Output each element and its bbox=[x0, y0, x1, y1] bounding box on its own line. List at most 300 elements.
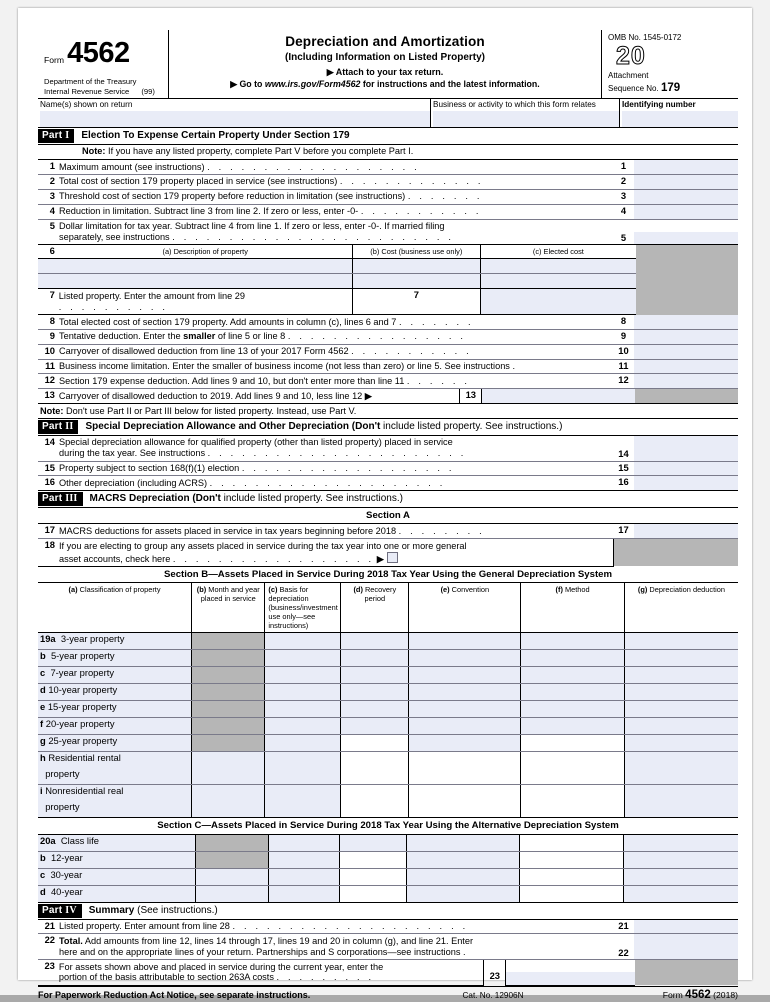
goto-prefix: ▶ Go to bbox=[230, 79, 265, 90]
line-22-text bbox=[59, 934, 613, 947]
form-4562 bbox=[38, 30, 738, 1002]
line-7-number: 7 bbox=[38, 289, 59, 315]
line-22-amount[interactable] bbox=[634, 947, 738, 960]
row-20c-label bbox=[38, 868, 195, 885]
row-19a-col-g[interactable] bbox=[624, 633, 738, 650]
row-19i2-col-e bbox=[409, 801, 521, 818]
line-7-amount[interactable] bbox=[480, 289, 635, 315]
line-5-number-cont bbox=[38, 232, 59, 245]
row-19f-col-b bbox=[192, 718, 265, 735]
line-4-amount[interactable] bbox=[634, 204, 738, 219]
table-row bbox=[38, 801, 738, 818]
line-8-box: 8 bbox=[613, 315, 634, 329]
line-22-box: 22 bbox=[613, 947, 634, 960]
row-19h2-col-b[interactable] bbox=[192, 768, 265, 785]
row-19i-label-cont bbox=[38, 801, 192, 818]
line-9-text bbox=[59, 329, 613, 344]
line-22-number: 22 bbox=[44, 934, 55, 946]
line-9-label-a: Tentative deduction. Enter the bbox=[59, 331, 184, 342]
row-19f-label bbox=[38, 718, 192, 735]
line-23-number: 23 bbox=[44, 960, 55, 972]
line-5-label-2: separately, see instructions bbox=[59, 231, 170, 242]
identifying-number-label: Identifying number bbox=[622, 100, 696, 110]
part-4-header bbox=[38, 903, 738, 920]
line-6-table bbox=[38, 245, 738, 315]
line-22-leader: . bbox=[462, 946, 469, 957]
row-20c-col-e[interactable] bbox=[407, 868, 520, 885]
row-20a-label bbox=[38, 835, 195, 852]
part-4-title bbox=[89, 905, 218, 917]
attach-instruction: ▶ Attach to your tax return. bbox=[326, 66, 444, 77]
line-1-box: 1 bbox=[613, 160, 634, 174]
line-5-box: 5 bbox=[613, 232, 634, 245]
row-19b-col-g[interactable] bbox=[624, 650, 738, 667]
omb-number: OMB No. 1545-0172 bbox=[608, 33, 682, 42]
row-19e-col-e[interactable] bbox=[409, 701, 521, 718]
row-20c-col-g[interactable] bbox=[624, 868, 738, 885]
line-10-label: Carryover of disallowed deduction from line 13 of your 2017 Form 4562 bbox=[59, 346, 349, 357]
line-17-amount[interactable] bbox=[634, 524, 738, 538]
part-3-title-rest: include listed property. See instructions.) bbox=[220, 493, 403, 505]
footer-form-prefix: Form bbox=[662, 989, 686, 1000]
row-19h-col-d bbox=[341, 752, 409, 769]
goto-instruction bbox=[173, 79, 597, 89]
row-19e-text: 15-year property bbox=[47, 701, 117, 713]
row-19a-col-d[interactable] bbox=[341, 633, 409, 650]
line-7-box: 7 bbox=[352, 289, 480, 315]
row-19d-text: 10-year property bbox=[48, 684, 118, 696]
line-10-box: 10 bbox=[613, 344, 634, 359]
line-3-label: Threshold cost of section 179 property before reduction in limitation (see instructions) bbox=[59, 191, 406, 202]
line-14-row-b bbox=[38, 448, 738, 461]
row-19c-col-f[interactable] bbox=[521, 667, 625, 684]
line-13-row bbox=[38, 389, 738, 403]
line-13-text bbox=[59, 389, 460, 403]
row-20a-col-e[interactable] bbox=[407, 835, 520, 852]
row-19d-col-d[interactable] bbox=[341, 684, 409, 701]
part-1-title: Election To Expense Certain Property Under Section 179 bbox=[81, 130, 350, 142]
attachment-sequence-number: 179 bbox=[660, 82, 681, 95]
row-19d-col-c[interactable] bbox=[265, 684, 341, 701]
line-14-box-spacer bbox=[613, 436, 634, 448]
part-3-tag-numeral: III bbox=[65, 493, 78, 505]
line-16-leader: . . . . . . . . . . . . . . . . . . . . . bbox=[209, 477, 446, 488]
attachment-sequence-block bbox=[608, 71, 736, 96]
row-19c-letter: c bbox=[40, 667, 46, 679]
line-21-text bbox=[59, 920, 613, 934]
col-d-letter: (d) bbox=[353, 585, 363, 595]
row-19b-letter: b bbox=[40, 650, 46, 662]
part-3-tag-word: Part bbox=[42, 493, 63, 505]
line-10-text bbox=[59, 344, 613, 359]
row-19d-col-e[interactable] bbox=[409, 684, 521, 701]
row-19h-label-cont bbox=[38, 768, 192, 785]
line-13-amount[interactable] bbox=[482, 389, 636, 403]
part-4-title-note: (See instructions.) bbox=[134, 904, 218, 916]
row-19h2-col-d bbox=[341, 768, 409, 785]
names-input[interactable] bbox=[40, 111, 430, 127]
line-23-row-a bbox=[38, 960, 738, 972]
row-20b-col-g[interactable] bbox=[624, 851, 738, 868]
line-6-row-1-description[interactable] bbox=[59, 259, 352, 274]
row-19i2-col-g[interactable] bbox=[624, 801, 738, 818]
right-arrow-icon: ▶ bbox=[364, 390, 372, 401]
line-13-number: 13 bbox=[38, 389, 59, 403]
line-8-leader: . . . . . . . bbox=[398, 316, 474, 327]
row-19h2-col-c[interactable] bbox=[265, 768, 341, 785]
col-c-text: Basis for depreciation (business/investment use only—see instructions) bbox=[268, 585, 338, 631]
line-17-number: 17 bbox=[38, 524, 59, 538]
table-row bbox=[38, 650, 738, 667]
row-19c-text: 7-year property bbox=[50, 667, 115, 679]
row-19b-col-c[interactable] bbox=[265, 650, 341, 667]
line-9-amount[interactable] bbox=[634, 329, 738, 344]
line-7-row bbox=[38, 289, 738, 315]
line-14-number: 14 bbox=[44, 435, 55, 447]
line-15-amount[interactable] bbox=[634, 461, 738, 476]
row-20c-letter: c bbox=[40, 868, 46, 880]
col-d-text: Recovery period bbox=[364, 585, 397, 604]
line-21-label: Listed property. Enter amount from line 28 bbox=[59, 921, 230, 932]
table-row bbox=[38, 667, 738, 684]
table-row bbox=[38, 868, 738, 885]
row-20d-col-f bbox=[519, 885, 624, 902]
line-15-number: 15 bbox=[38, 461, 59, 476]
line-23-leader: . . . . . . . . . bbox=[276, 972, 375, 983]
row-19b-label bbox=[38, 650, 192, 667]
row-20c-text: 30-year bbox=[50, 868, 83, 880]
line-11-leader: . bbox=[512, 361, 519, 372]
part-4-tag bbox=[38, 904, 82, 918]
row-20d-text: 40-year bbox=[50, 885, 83, 897]
line-2-box: 2 bbox=[613, 174, 634, 189]
row-20d-label bbox=[38, 885, 195, 902]
row-19c-col-e[interactable] bbox=[409, 667, 521, 684]
row-20c-col-d bbox=[339, 868, 406, 885]
line-3-row bbox=[38, 189, 738, 204]
line-23-label-2: portion of the basis attributable to section 263A costs bbox=[58, 972, 274, 983]
row-19h-col-c[interactable] bbox=[265, 752, 341, 769]
row-20b-label bbox=[38, 851, 195, 868]
part-3-header bbox=[38, 491, 738, 508]
line-23-text-cont bbox=[59, 972, 484, 985]
col-g-header bbox=[624, 583, 738, 633]
line-22-amount-spacer bbox=[634, 934, 738, 947]
row-19a-letter: 19a bbox=[40, 633, 56, 645]
business-input[interactable] bbox=[433, 111, 619, 127]
line-6-row-1-spacer bbox=[38, 259, 59, 274]
line-21-amount[interactable] bbox=[634, 920, 738, 934]
line-16-amount[interactable] bbox=[634, 476, 738, 491]
line-12-text bbox=[59, 374, 613, 389]
row-19g-col-c[interactable] bbox=[265, 735, 341, 752]
row-19c-col-c[interactable] bbox=[265, 667, 341, 684]
line-11-amount[interactable] bbox=[634, 359, 738, 374]
row-19i2-col-c[interactable] bbox=[265, 801, 341, 818]
line-22-row-a bbox=[38, 934, 738, 947]
row-19f-col-d[interactable] bbox=[341, 718, 409, 735]
row-19i-col-b[interactable] bbox=[192, 785, 265, 802]
line-14-row-a bbox=[38, 436, 738, 448]
line-2-text bbox=[59, 174, 613, 189]
part-4-tag-numeral: IV bbox=[65, 904, 77, 916]
line-4-row bbox=[38, 204, 738, 219]
row-19i-text: Nonresidential real bbox=[45, 785, 124, 797]
line-16-label: Other depreciation (including ACRS) bbox=[59, 477, 208, 488]
row-19c-col-d[interactable] bbox=[341, 667, 409, 684]
line-22-label: Add amounts from line 12, lines 14 through 17, lines 19 and 20 in column (g), and line 21. Enter bbox=[82, 935, 474, 946]
row-19a-col-c[interactable] bbox=[265, 633, 341, 650]
row-20d-col-c[interactable] bbox=[268, 885, 339, 902]
business-label: Business or activity to which this form relates bbox=[433, 100, 596, 110]
line-6-col-b-header: (b) Cost (business use only) bbox=[352, 245, 480, 259]
table-row bbox=[38, 752, 738, 769]
line-6-row-1-cost[interactable] bbox=[352, 259, 480, 274]
page-subtitle: (Including Information on Listed Property) bbox=[285, 52, 485, 64]
row-20d-col-g[interactable] bbox=[624, 885, 738, 902]
row-20b-col-e[interactable] bbox=[407, 851, 520, 868]
line-1-amount[interactable] bbox=[634, 160, 738, 174]
row-19b-col-b bbox=[192, 650, 265, 667]
line-6-row-2-elected[interactable] bbox=[480, 274, 635, 289]
row-19i-col-g[interactable] bbox=[624, 785, 738, 802]
line-23-box-wrap bbox=[484, 960, 506, 985]
row-19e-col-b bbox=[192, 701, 265, 718]
row-20b-letter: b bbox=[40, 851, 46, 863]
line-9-number: 9 bbox=[38, 329, 59, 344]
row-19d-col-b bbox=[192, 684, 265, 701]
line-12-amount[interactable] bbox=[634, 374, 738, 389]
row-19d-label bbox=[38, 684, 192, 701]
row-19i-col-c[interactable] bbox=[265, 785, 341, 802]
row-19d-col-g[interactable] bbox=[624, 684, 738, 701]
line-6-number: 6 bbox=[49, 245, 55, 257]
line-7-text bbox=[59, 289, 352, 315]
line-23-amount[interactable] bbox=[506, 972, 636, 985]
row-20a-col-d[interactable] bbox=[339, 835, 406, 852]
row-19h-letter: h bbox=[40, 752, 46, 764]
row-20c-col-b[interactable] bbox=[195, 868, 268, 885]
row-19g-col-b bbox=[192, 735, 265, 752]
line-18-shaded-amount bbox=[634, 539, 738, 567]
attachment-label-1: Attachment bbox=[608, 70, 649, 80]
row-20a-col-b bbox=[195, 835, 268, 852]
line-17-label: MACRS deductions for assets placed in service in tax years beginning before 2018 bbox=[59, 525, 397, 536]
line-15-label: Property subject to section 168(f)(1) election bbox=[59, 463, 240, 474]
row-19i-label bbox=[38, 785, 192, 802]
row-19e-col-g[interactable] bbox=[624, 701, 738, 718]
line-3-box: 3 bbox=[613, 189, 634, 204]
row-20d-col-b[interactable] bbox=[195, 885, 268, 902]
row-20d-letter: d bbox=[40, 885, 46, 897]
line-14-amount[interactable] bbox=[634, 448, 738, 461]
row-19h-col-e bbox=[409, 752, 521, 769]
line-12-leader: . . . . . . bbox=[406, 375, 471, 386]
row-20b-col-d bbox=[339, 851, 406, 868]
line-11-box: 11 bbox=[613, 359, 634, 374]
line-5-text: Dollar limitation for tax year. Subtract line 4 from line 1. If zero or less, enter -0-. If married filing bbox=[59, 221, 445, 232]
line-18-leader: . . . . . . . . . . . . . . . . . . bbox=[172, 553, 375, 564]
line-12-box: 12 bbox=[613, 374, 634, 389]
row-19c-col-g[interactable] bbox=[624, 667, 738, 684]
line-12-number: 12 bbox=[38, 374, 59, 389]
row-20a-col-g[interactable] bbox=[624, 835, 738, 852]
line-5-amount-spacer bbox=[634, 219, 738, 232]
line-12-label: Section 179 expense deduction. Add lines 9 and 10, but don't enter more than line 11 bbox=[59, 375, 405, 386]
line-17-row bbox=[38, 524, 738, 538]
line-6-entry-row-2 bbox=[38, 274, 738, 289]
col-f-header bbox=[521, 583, 625, 633]
part-4-lines bbox=[38, 920, 738, 961]
col-e-header bbox=[409, 583, 521, 633]
line-9-leader: . . . . . . . . . . . . . . . . bbox=[287, 331, 467, 342]
row-19h-col-f bbox=[521, 752, 625, 769]
row-19b-col-e[interactable] bbox=[409, 650, 521, 667]
line-18-row-a bbox=[38, 539, 738, 552]
line-15-box: 15 bbox=[613, 461, 634, 476]
row-20d-col-d bbox=[339, 885, 406, 902]
row-20d-col-e[interactable] bbox=[407, 885, 520, 902]
line-3-number: 3 bbox=[38, 189, 59, 204]
row-19f-col-f[interactable] bbox=[521, 718, 625, 735]
row-19d-col-f[interactable] bbox=[521, 684, 625, 701]
part-1-tag-numeral: I bbox=[65, 130, 70, 142]
row-20a-col-c[interactable] bbox=[268, 835, 339, 852]
line-8-row bbox=[38, 315, 738, 329]
line-3-leader: . . . . . . . bbox=[407, 191, 483, 202]
line-9-label-smaller: smaller bbox=[183, 331, 216, 342]
part-1-lines-1-5 bbox=[38, 160, 738, 245]
line-23-shaded-area bbox=[635, 960, 738, 985]
row-19h-col-b[interactable] bbox=[192, 752, 265, 769]
row-19b-col-d[interactable] bbox=[341, 650, 409, 667]
catalog-number: Cat. No. 12906N bbox=[462, 990, 524, 1000]
row-19e-col-d[interactable] bbox=[341, 701, 409, 718]
row-19e-label bbox=[38, 701, 192, 718]
names-label: Name(s) shown on return bbox=[40, 100, 133, 110]
form-sheet bbox=[18, 8, 752, 1001]
row-19f-text: 20-year property bbox=[45, 718, 115, 730]
part-3-tag bbox=[38, 492, 83, 506]
row-19e-col-f[interactable] bbox=[521, 701, 625, 718]
line-3-text bbox=[59, 189, 613, 204]
table-row bbox=[38, 885, 738, 902]
line-10-amount[interactable] bbox=[634, 344, 738, 359]
line-11-label: Business income limitation. Enter the smaller of business income (not less than zero) or line 5. See instructions bbox=[59, 361, 510, 372]
line-22-row-b bbox=[38, 947, 738, 960]
row-19i2-col-b[interactable] bbox=[192, 801, 265, 818]
part-3-title-bold: MACRS Depreciation (Don't bbox=[89, 493, 221, 505]
identifying-number-input[interactable] bbox=[622, 111, 738, 127]
line-17-text bbox=[59, 524, 613, 538]
line-23-number-cont bbox=[38, 972, 59, 985]
row-19h2-col-g[interactable] bbox=[624, 768, 738, 785]
line-1-row bbox=[38, 160, 738, 174]
line-8-label: Total elected cost of section 179 property. Add amounts in column (c), lines 6 and 7 bbox=[59, 316, 397, 327]
line-6-col-a-header: (a) Description of property bbox=[162, 247, 248, 257]
row-20c-col-c[interactable] bbox=[268, 868, 339, 885]
line-7-label: Listed property. Enter the amount from line 29 bbox=[58, 290, 246, 301]
row-19c-col-b bbox=[192, 667, 265, 684]
row-20b-col-c[interactable] bbox=[268, 851, 339, 868]
department-block bbox=[40, 68, 168, 96]
business-field-group bbox=[431, 99, 620, 127]
col-b-text: Month and year placed in service bbox=[200, 585, 260, 604]
col-a-text: Classification of property bbox=[79, 585, 161, 595]
row-19g-letter: g bbox=[40, 735, 46, 747]
line-5-number: 5 bbox=[49, 219, 55, 231]
row-19f-col-e[interactable] bbox=[409, 718, 521, 735]
col-c-letter: (c) bbox=[268, 585, 278, 595]
line-4-number: 4 bbox=[38, 204, 59, 219]
col-e-letter: (e) bbox=[440, 585, 450, 595]
row-19a-col-f[interactable] bbox=[521, 633, 625, 650]
line-6-row-2-description[interactable] bbox=[59, 274, 352, 289]
line-18-checkbox[interactable] bbox=[387, 552, 398, 563]
row-19b-col-f[interactable] bbox=[521, 650, 625, 667]
line-8-amount[interactable] bbox=[634, 315, 738, 329]
part-1-note-bold: Note: bbox=[82, 146, 106, 157]
line-18-shaded-box bbox=[613, 539, 634, 567]
department-line-2 bbox=[44, 87, 168, 97]
line-22-label-2: here and on the appropriate lines of your return. Partnerships and S corporations—see instructions bbox=[59, 946, 461, 957]
line-23-row-b bbox=[38, 972, 738, 985]
line-21-leader: . . . . . . . . . . . . . . . . . . . . . bbox=[232, 921, 469, 932]
irs-url-link[interactable]: www.irs.gov/Form4562 bbox=[264, 79, 361, 90]
row-19e-col-c[interactable] bbox=[265, 701, 341, 718]
line-14-text: Special depreciation allowance for qualified property (other than listed property) placed in service bbox=[59, 437, 453, 448]
row-19f-letter: f bbox=[40, 718, 44, 730]
row-19i-text-2: property bbox=[45, 801, 80, 813]
part-2-header bbox=[38, 419, 738, 436]
row-19f-col-g[interactable] bbox=[624, 718, 738, 735]
line-23-box: 23 bbox=[489, 970, 501, 982]
line-3-amount[interactable] bbox=[634, 189, 738, 204]
row-19a-col-e[interactable] bbox=[409, 633, 521, 650]
row-19f-col-c[interactable] bbox=[265, 718, 341, 735]
part-1-note bbox=[38, 145, 738, 160]
part-1-tag-word: Part bbox=[42, 130, 63, 142]
table-row bbox=[38, 835, 738, 852]
department-line-2-text: Internal Revenue Service bbox=[44, 86, 130, 96]
row-20a-letter: 20a bbox=[40, 834, 56, 846]
row-19g-col-e[interactable] bbox=[409, 735, 521, 752]
line-11-number: 11 bbox=[38, 359, 59, 374]
line-16-text bbox=[59, 476, 613, 491]
row-19h-label bbox=[38, 752, 192, 769]
part-2-tag-numeral: II bbox=[65, 421, 74, 433]
row-19g-col-g[interactable] bbox=[624, 735, 738, 752]
line-14-amount-spacer bbox=[634, 436, 738, 448]
line-6-row-1-elected[interactable] bbox=[480, 259, 635, 274]
masthead-title-block bbox=[169, 30, 602, 98]
form-word-label: Form bbox=[44, 54, 65, 65]
line-23-table bbox=[38, 960, 738, 986]
masthead-form-id bbox=[38, 30, 169, 98]
section-b-header: Section B—Assets Placed in Service During 2018 Tax Year Using the General Depreciation System bbox=[38, 567, 738, 583]
row-19h-col-g[interactable] bbox=[624, 752, 738, 769]
row-19a-text: 3-year property bbox=[60, 633, 125, 645]
department-paren: (99) bbox=[141, 86, 155, 96]
table-row bbox=[38, 718, 738, 735]
line-13-label: Carryover of disallowed deduction to 2019. Add lines 9 and 10, less line 12 bbox=[58, 390, 363, 401]
line-2-amount[interactable] bbox=[634, 174, 738, 189]
line-6-header-row bbox=[38, 245, 738, 259]
part-3-title bbox=[90, 493, 403, 505]
line-6-row-2-cost[interactable] bbox=[352, 274, 480, 289]
line-5-amount[interactable] bbox=[634, 232, 738, 245]
row-20a-text: Class life bbox=[60, 834, 99, 846]
